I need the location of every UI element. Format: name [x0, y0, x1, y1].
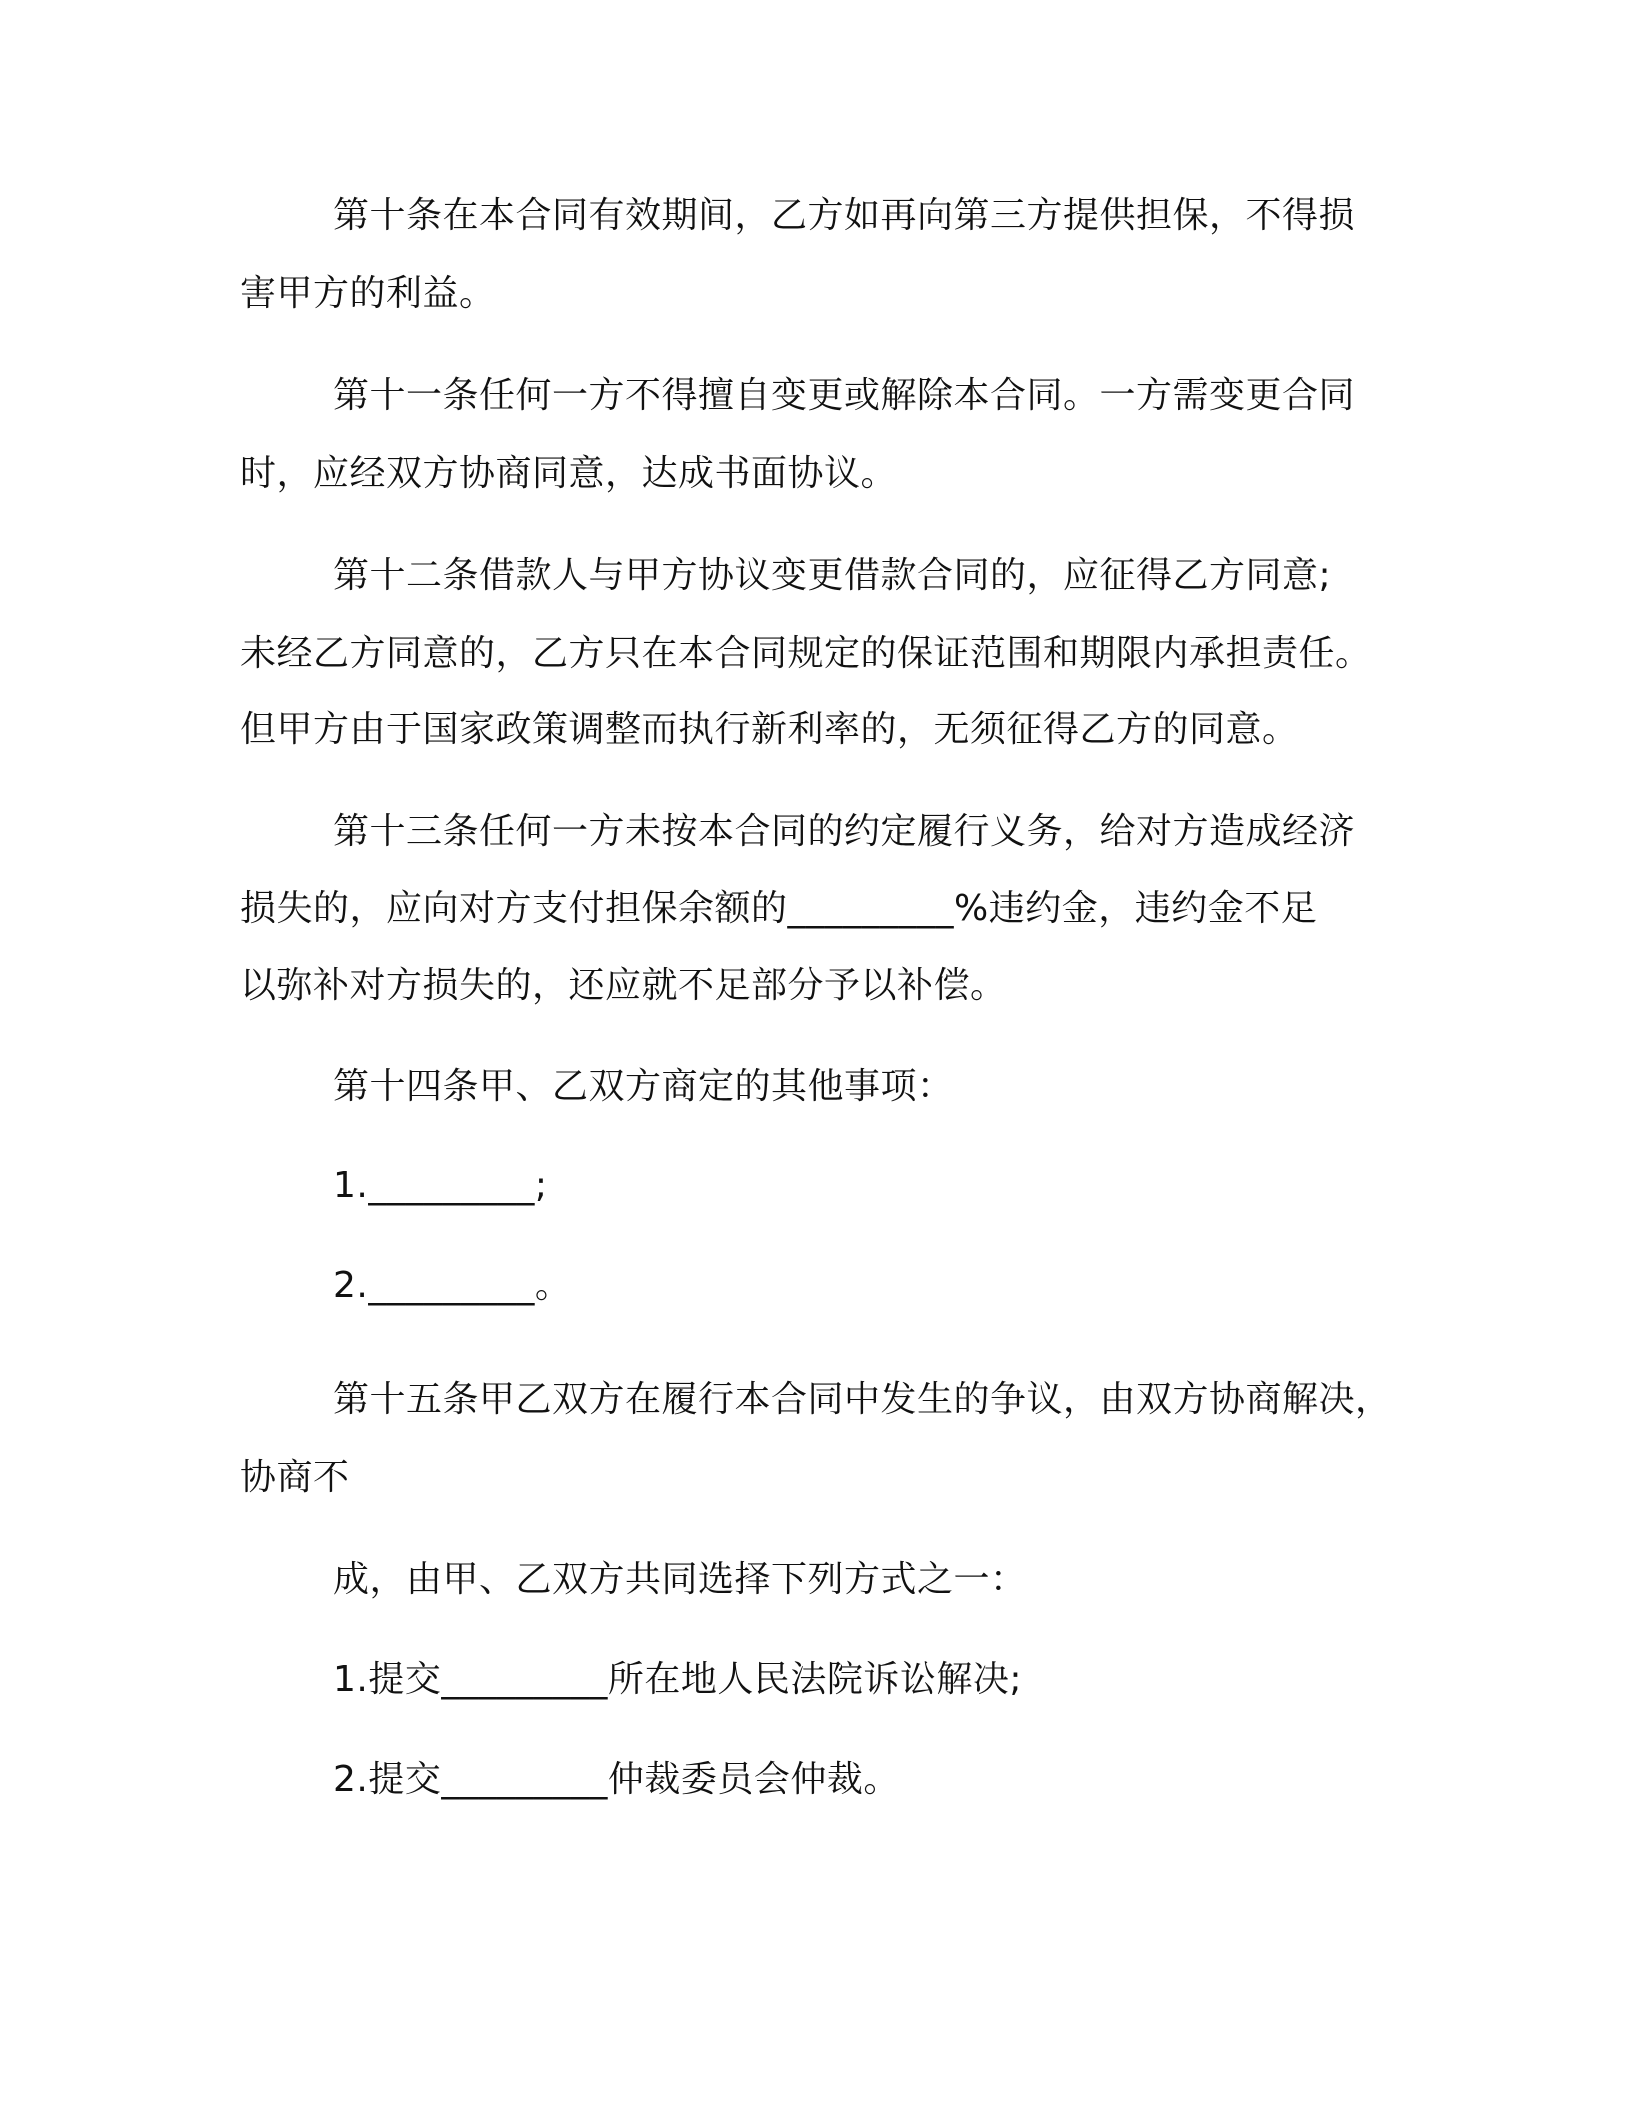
clause-15-line-3: 成，由甲、乙双方共同选择下列方式之一：: [333, 1559, 1027, 1600]
clause-11-line-1: 第十一条任何一方不得擅自变更或解除本合同。一方需变更合同: [333, 375, 1356, 416]
clause-14-item-1: 1._________;: [333, 1165, 548, 1206]
clause-12-line-3: 但甲方由于国家政策调整而执行新利率的，无须征得乙方的同意。: [240, 709, 1299, 750]
clause-13-line-2: 损失的，应向对方支付担保余额的_________%违约金，违约金不足: [240, 888, 1318, 929]
clause-15-item-2: 2.提交_________仲裁委员会仲裁。: [333, 1759, 900, 1800]
clause-14-item-2: 2._________。: [333, 1265, 572, 1306]
clause-13-line-1: 第十三条任何一方未按本合同的约定履行义务，给对方造成经济: [333, 811, 1356, 852]
clause-11-line-2: 时，应经双方协商同意，达成书面协议。: [240, 453, 898, 494]
clause-15-line-2: 协商不: [240, 1457, 350, 1498]
clause-13-line-3: 以弥补对方损失的，还应就不足部分予以补偿。: [240, 965, 1007, 1006]
clause-14-line-1: 第十四条甲、乙双方商定的其他事项：: [333, 1066, 954, 1107]
clause-10-line-2: 害甲方的利益。: [240, 273, 496, 314]
clause-15-line-1: 第十五条甲乙双方在履行本合同中发生的争议，由双方协商解决，: [333, 1379, 1392, 1420]
clause-10-line-1: 第十条在本合同有效期间，乙方如再向第三方提供担保，不得损: [333, 195, 1356, 236]
clause-12-line-2: 未经乙方同意的，乙方只在本合同规定的保证范围和期限内承担责任。: [240, 633, 1372, 674]
clause-12-line-1: 第十二条借款人与甲方协议变更借款合同的，应征得乙方同意;: [333, 555, 1332, 596]
clause-15-item-1: 1.提交_________所在地人民法院诉讼解决;: [333, 1659, 1022, 1700]
